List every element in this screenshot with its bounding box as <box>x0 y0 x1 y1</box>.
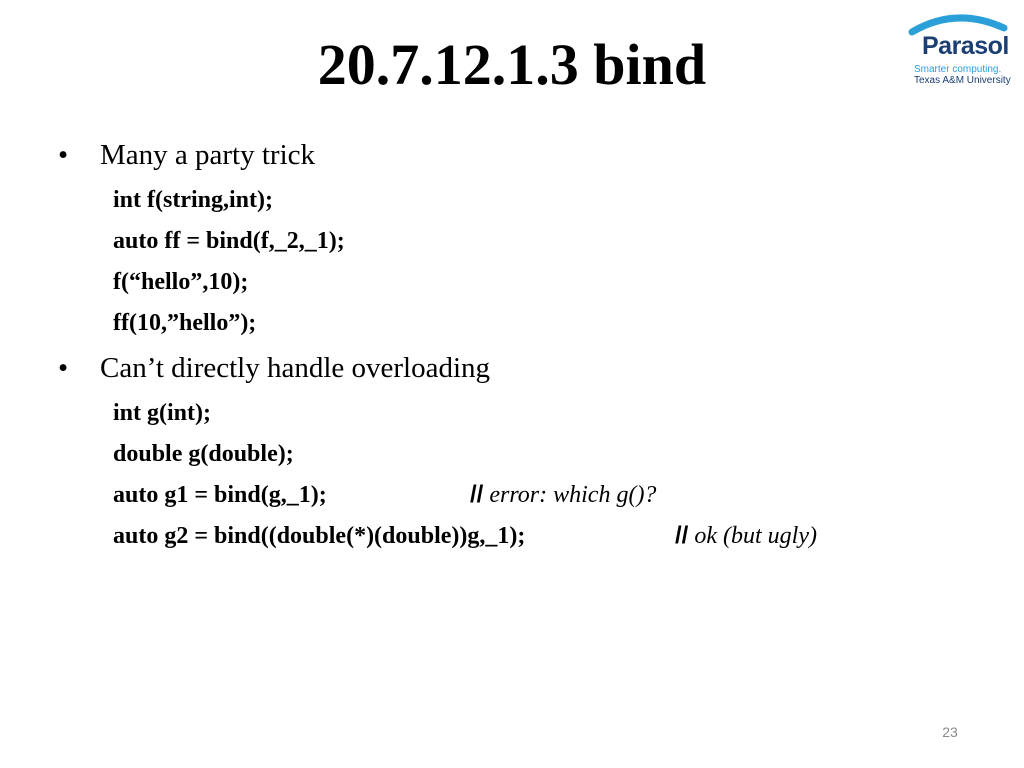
comment-text: ok (but ugly) <box>694 523 817 549</box>
code-line: f(“hello”,10); <box>113 269 249 295</box>
comment-slashes: // <box>675 522 689 549</box>
slide-title: 20.7.12.1.3 bind <box>317 32 707 97</box>
bullet-text: Many a party trick <box>100 139 316 171</box>
page-number: 23 <box>942 724 958 740</box>
bullet-marker: • <box>58 139 69 171</box>
comment-slashes: // <box>470 481 484 508</box>
code-line: auto g2 = bind((double(*)(double))g,_1); <box>113 523 526 549</box>
comment-text: error: which g()? <box>489 482 657 508</box>
code-comment <box>470 481 656 509</box>
code-comment <box>675 522 817 550</box>
logo-tagline: Smarter computing. <box>914 64 1002 75</box>
bullet-marker: • <box>58 352 69 384</box>
code-line: ff(10,”hello”); <box>113 310 257 336</box>
logo-institution: Texas A&M University <box>914 75 1011 86</box>
bullet-item <box>58 351 490 385</box>
code-line: auto ff = bind(f,_2,_1); <box>113 228 345 254</box>
bullet-item <box>58 138 315 172</box>
code-line: auto g1 = bind(g,_1); <box>113 482 327 508</box>
logo-wordmark: Parasol <box>922 32 1009 60</box>
code-line: double g(double); <box>113 441 294 467</box>
code-line: int g(int); <box>113 400 211 426</box>
bullet-text: Can’t directly handle overloading <box>100 352 491 384</box>
code-line: int f(string,int); <box>113 187 273 213</box>
